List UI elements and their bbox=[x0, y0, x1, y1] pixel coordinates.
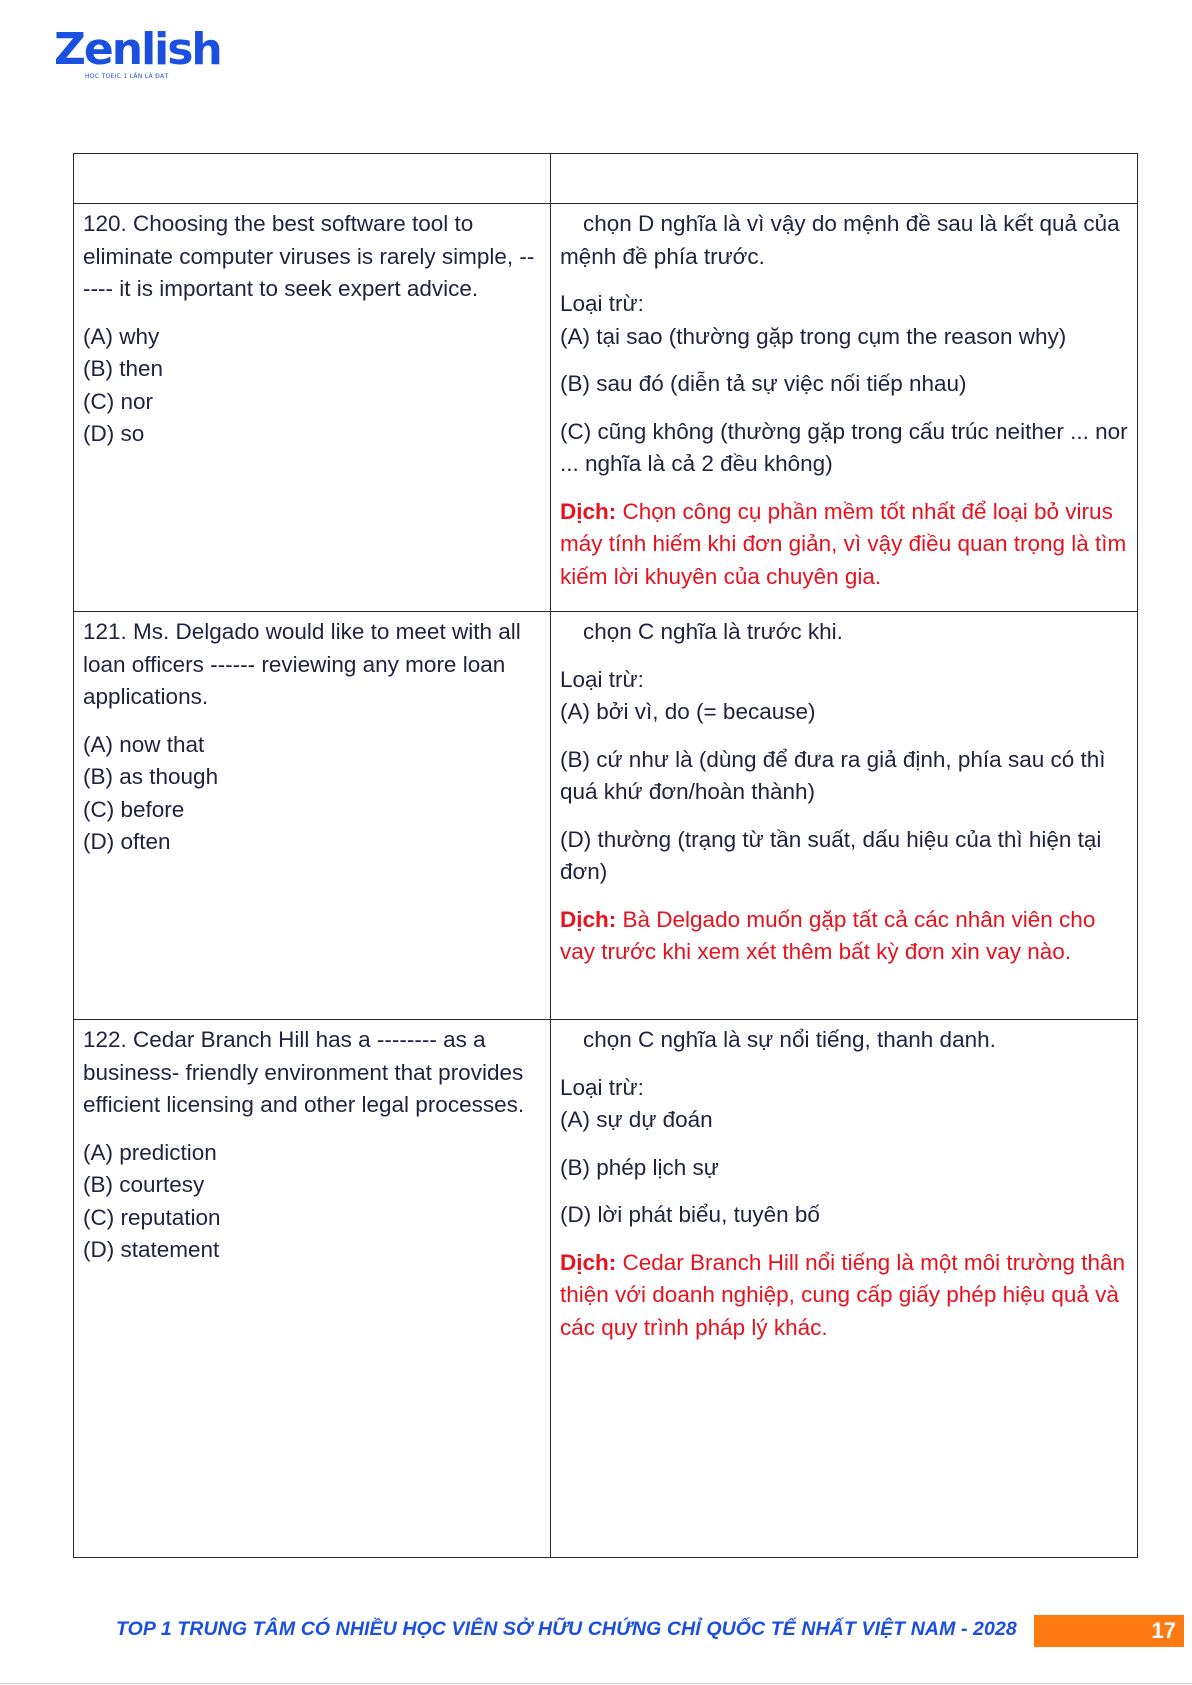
option-c: (C) before bbox=[83, 796, 185, 822]
question-cell bbox=[74, 1020, 551, 1558]
option-b: (B) then bbox=[83, 356, 164, 381]
translation-label: Dịch: bbox=[560, 498, 617, 524]
exclude-label: Loại trừ: bbox=[560, 1074, 644, 1100]
excluded-option: (D) lời phát biểu, tuyên bố bbox=[560, 1202, 820, 1227]
option-a: (A) now that bbox=[83, 731, 205, 757]
translation bbox=[560, 904, 1128, 969]
question-cell bbox=[74, 612, 551, 1020]
option-list bbox=[83, 729, 541, 859]
translation-text: Cedar Branch Hill nổi tiếng là một môi trường thân thiện với doanh nghiệp, cung cấp giấy phép hiệu quả và các quy trình pháp lý khác. bbox=[560, 1249, 1126, 1340]
option-b: (B) courtesy bbox=[83, 1172, 205, 1197]
page-number: 17 bbox=[1034, 1615, 1184, 1647]
table-header-row bbox=[74, 154, 1138, 204]
brand-name: Zenlish bbox=[54, 24, 221, 75]
option-d: (D) so bbox=[83, 421, 145, 446]
brand-logo bbox=[54, 24, 221, 80]
explanation-cell bbox=[551, 204, 1138, 612]
question-text: 121. Ms. Delgado would like to meet with all loan officers ------ reviewing any more loan applications. bbox=[83, 619, 521, 709]
option-d: (D) statement bbox=[83, 1237, 220, 1262]
page-bottom-divider bbox=[0, 1683, 1192, 1684]
question-text: 120. Choosing the best software tool to eliminate computer viruses is rarely simple, ------ it is important to seek expert advice. bbox=[83, 211, 535, 301]
excluded-option: (B) phép lịch sự bbox=[560, 1154, 719, 1180]
translation-text: Chọn công cụ phần mềm tốt nhất để loại bỏ virus máy tính hiếm khi đơn giản, vì vậy điều quan trọng là tìm kiếm lời khuyên của chuyên gia. bbox=[560, 498, 1127, 589]
translation-label: Dịch: bbox=[560, 906, 617, 932]
exclude-label: Loại trừ: bbox=[560, 666, 644, 692]
table-row bbox=[74, 1020, 1138, 1558]
answer-text: chọn C nghĩa là trước khi. bbox=[583, 619, 843, 644]
exclude-label: Loại trừ: bbox=[560, 291, 644, 316]
footer-slogan: TOP 1 TRUNG TÂM CÓ NHIỀU HỌC VIÊN SỞ HỮU CHỨNG CHỈ QUỐC TẾ NHẤT VIỆT NAM - 2028 bbox=[116, 1618, 1017, 1640]
excluded-option: (C) cũng không (thường gặp trong cấu trúc neither ... nor ... nghĩa là cả 2 đều không) bbox=[560, 418, 1128, 476]
table-row bbox=[74, 204, 1138, 612]
brand-tagline: HỌC TOEIC 1 LẦN LÀ ĐẠT bbox=[85, 73, 169, 80]
option-b: (B) as though bbox=[83, 764, 219, 789]
option-list bbox=[83, 321, 541, 451]
question-text: 122. Cedar Branch Hill has a -------- as a business- friendly environment that provides efficient licensing and other legal processes. bbox=[83, 1027, 525, 1117]
excluded-option: (B) cứ như là (dùng để đưa ra giả định, phía sau có thì quá khứ đơn/hoàn thành) bbox=[560, 746, 1106, 804]
excluded-option: (A) sự dự đoán bbox=[560, 1107, 713, 1132]
option-a: (A) prediction bbox=[83, 1139, 217, 1165]
option-a: (A) why bbox=[83, 323, 160, 349]
option-c: (C) reputation bbox=[83, 1204, 221, 1230]
translation bbox=[560, 496, 1128, 594]
option-d: (D) often bbox=[83, 829, 171, 854]
excluded-option: (D) thường (trạng từ tần suất, dấu hiệu của thì hiện tại đơn) bbox=[560, 826, 1102, 884]
excluded-option: (A) tại sao (thường gặp trong cụm the reason why) bbox=[560, 323, 1067, 349]
answer-text: chọn C nghĩa là sự nổi tiếng, thanh danh. bbox=[583, 1027, 996, 1052]
answer-table bbox=[73, 153, 1138, 1558]
option-c: (C) nor bbox=[83, 388, 154, 414]
question-cell bbox=[74, 204, 551, 612]
header-cell-question bbox=[74, 154, 551, 204]
header-cell-explanation bbox=[551, 154, 1138, 204]
explanation-cell bbox=[551, 1020, 1138, 1558]
explanation-cell bbox=[551, 612, 1138, 1020]
excluded-option: (B) sau đó (diễn tả sự việc nối tiếp nhau) bbox=[560, 371, 967, 396]
excluded-option: (A) bởi vì, do (= because) bbox=[560, 699, 816, 724]
translation-label: Dịch: bbox=[560, 1249, 617, 1275]
answer-text: chọn D nghĩa là vì vậy do mệnh đề sau là kết quả của mệnh đề phía trước. bbox=[560, 211, 1120, 269]
table-row bbox=[74, 612, 1138, 1020]
option-list bbox=[83, 1137, 541, 1267]
translation bbox=[560, 1247, 1128, 1345]
translation-text: Bà Delgado muốn gặp tất cả các nhân viên cho vay trước khi xem xét thêm bất kỳ đơn xin vay nào. bbox=[560, 906, 1096, 964]
